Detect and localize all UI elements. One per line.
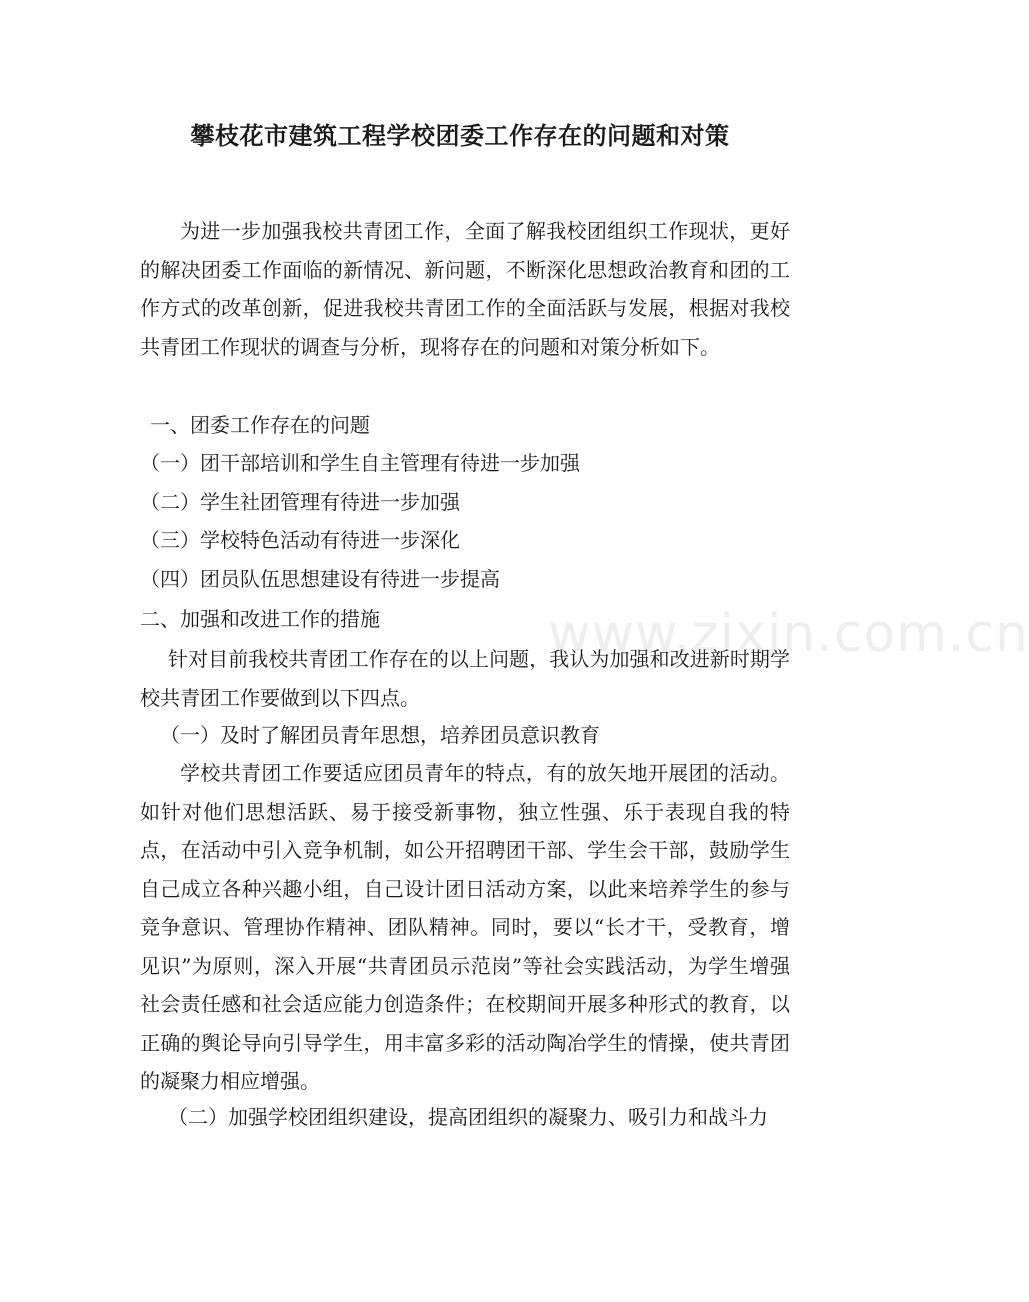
watermark: www.zixin.com.cn (548, 604, 1029, 664)
measure-heading-2: （二）加强学校团组织建设，提高团组织的凝聚力、吸引力和战斗力 (168, 1105, 768, 1129)
problem-item-1: （一）团干部培训和学生自主管理有待进一步加强 (140, 451, 580, 475)
document-title: 攀枝花市建筑工程学校团委工作存在的问题和对策 (190, 122, 730, 150)
measure-1-paragraph: 学校共青团工作要适应团员青年的特点，有的放矢地开展团的活动。如针对他们思想活跃、易于接受新事物，独立性强、乐于表现自我的特点，在活动中引入竞争机制，如公开招聘团干部、学生会干部，鼓励学生自己成立各种兴趣小组，自己设计团日活动方案，以此来培养学生的参与竞争意识、管理协作精神、团队精神。同时，要以“长才干，受教育，增见识”为原则，深入开展“共青团员示范岗”等社会实践活动，为学生增强社会责任感和社会适应能力创造条件；在校期间开展多种形式的教育，以正确的舆论导向引导学生，用丰富多彩的活动陶冶学生的情操，使共青团的凝聚力相应增强。 (140, 761, 790, 1093)
intro-paragraph: 为进一步加强我校共青团工作，全面了解我校团组织工作现状，更好的解决团委工作面临的新情况、新问题，不断深化思想政治教育和团的工作方式的改革创新，促进我校共青团工作的全面活跃与发展，根据对我校共青团工作现状的调查与分析，现将存在的问题和对策分析如下。 (140, 219, 790, 359)
problem-item-4: （四）团员队伍思想建设有待进一步提高 (140, 567, 500, 591)
section-heading-problems: 一、团委工作存在的问题 (150, 413, 370, 437)
problem-item-3: （三）学校特色活动有待进一步深化 (140, 528, 460, 552)
problem-item-2: （二）学生社团管理有待进一步加强 (140, 490, 460, 514)
section-heading-measures: 二、加强和改进工作的措施 (140, 607, 380, 631)
measure-heading-1: （一）及时了解团员青年思想，培养团员意识教育 (160, 723, 600, 747)
measures-intro-paragraph: 针对目前我校共青团工作存在的以上问题，我认为加强和改进新时期学校共青团工作要做到以下四点。 (140, 647, 790, 710)
